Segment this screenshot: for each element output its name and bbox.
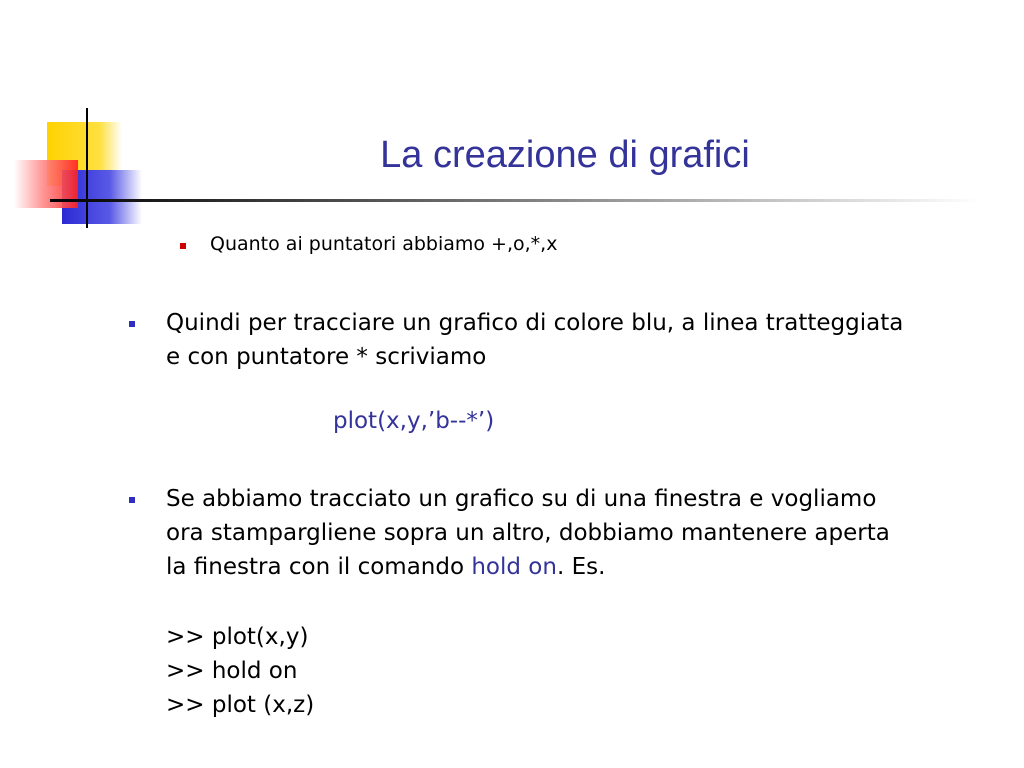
bullet-2-line-3 <box>166 550 890 584</box>
bullet-2-line-3-end: . Es. <box>556 554 606 580</box>
title-rule <box>50 199 980 202</box>
bullet-marker-1 <box>129 321 135 327</box>
hold-on-keyword: hold on <box>471 554 557 580</box>
bullet-2-line-2: ora stampargliene sopra un altro, dobbiamo mantenere aperta <box>166 520 890 546</box>
bullet-2-text <box>166 482 890 584</box>
command-line-3: >> plot (x,z) <box>166 692 315 718</box>
plot-code-example: plot(x,y,’b--*’) <box>333 408 495 434</box>
command-line-1: >> plot(x,y) <box>166 624 309 650</box>
bullet-2-line-1: Se abbiamo tracciato un grafico su di una finestra e vogliamo <box>166 486 877 512</box>
command-line-2: >> hold on <box>166 658 298 684</box>
bullet-1-line-1: Quindi per tracciare un grafico di colore blu, a linea tratteggiata <box>166 310 904 336</box>
bullet-marker-2 <box>129 497 135 503</box>
bullet-2-line-3-start: la finestra con il comando <box>166 554 472 580</box>
sub-bullet-marker <box>180 243 186 249</box>
bullet-1-text <box>166 306 903 374</box>
slide-title: La creazione di grafici <box>380 134 750 176</box>
bullet-1-line-2: e con puntatore * scriviamo <box>166 344 487 370</box>
sub-bullet-text: Quanto ai puntatori abbiamo +,o,*,x <box>210 233 558 255</box>
